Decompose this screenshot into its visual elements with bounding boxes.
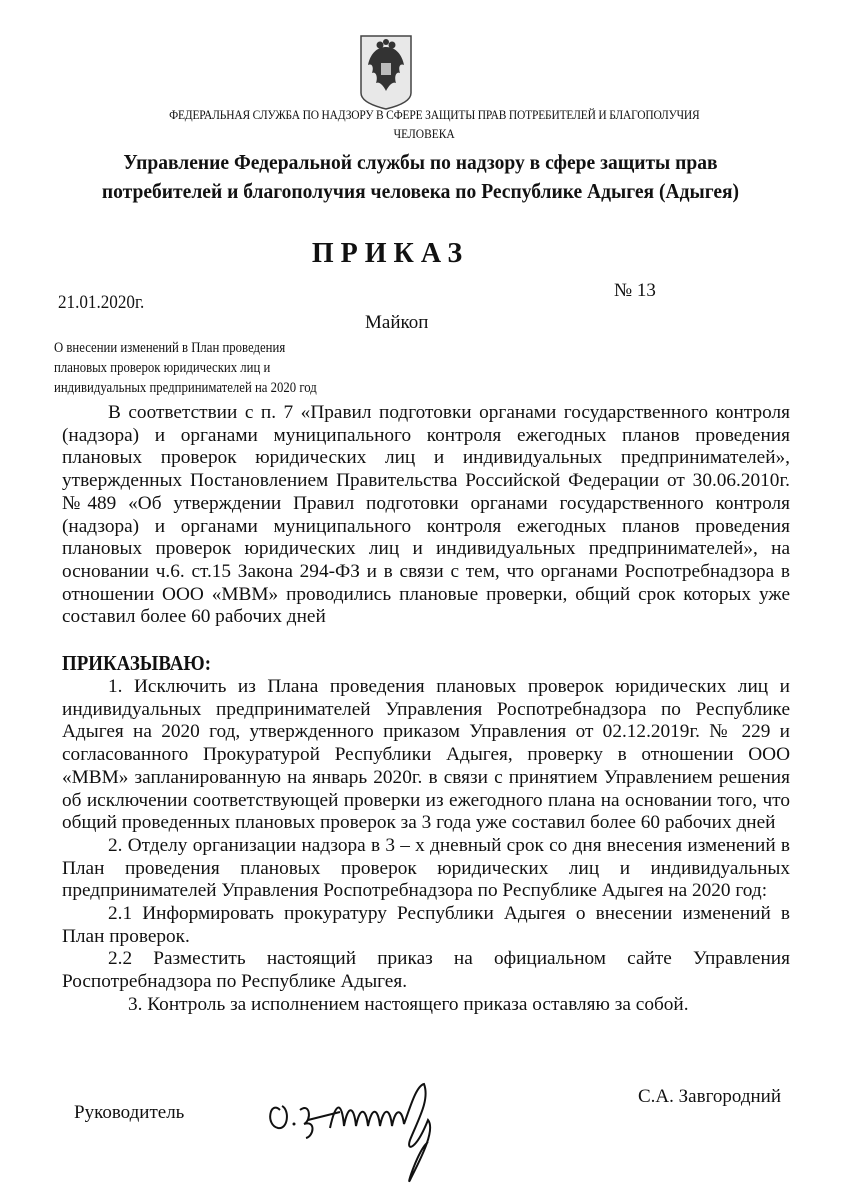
order-item-2-1: 2.1 Информировать прокуратуру Республики Адыгея о внесении изменений в План проверок.: [62, 903, 790, 947]
order-heading: ПРИКАЗЫВАЮ:: [62, 651, 212, 675]
handwritten-signature-icon: [260, 1080, 520, 1190]
preamble-text: В соответствии с п. 7 «Правил подготовки органами государственного контроля (надзора) и органами муниципального контроля ежегодных планов проведения плановых проверок юридических лиц и индивидуальных предпринимателей», утвержденных Постановлением Правительства Российской Федерации от 30.06.2010г.№489 «Об утверждении Правил подготовки органами государственного контроля (надзора) и органами муниципального контроля ежегодных планов проведения плановых проверок юридических лиц и индивидуальных предпринимателей», на основании ч.6. ст.15 Закона 294-ФЗ и в связи с тем, что органами Роспотребнадзора в отношении ООО «МВМ» проводились плановые проверки, общий срок которых уже составил более 60 рабочих дней: [62, 402, 790, 628]
order-number: № 13: [614, 280, 656, 301]
signatory-name: С.А. Завгородний: [638, 1086, 782, 1107]
signatory-role: Руководитель: [74, 1102, 185, 1123]
order-item-1: 1. Исключить из Плана проведения плановых проверок юридических лиц и индивидуальных предпринимателей Управления Роспотребнадзора по Республике Адыгея на 2020 год, утвержденного приказом Управления от 02.12.2019г. № 229 и согласованного Прокуратурой Республики Адыгея, проверку в отношении ООО «МВМ» запланированную на январь 2020г. в связи с принятием Управлением решения об исключении соответствующей проверки из ежегодного плана на основании того, что общий проведенных плановых проверок за 3 года уже составил более 60 рабочих дней: [62, 676, 790, 834]
order-item-2: 2. Отделу организации надзора в 3 – х дневный срок со дня внесения изменений в План проведения плановых проверок юридических лиц и индивидуальных предпринимателей Управления Роспотребнадзора по Республике Адыгея на 2020 год:: [62, 834, 790, 902]
russian-coat-of-arms-icon: [358, 33, 414, 111]
subject-line: О внесении изменений в План проведения: [54, 340, 286, 356]
agency-name: ФЕДЕРАЛЬНАЯ СЛУЖБА ПО НАДЗОРУ В СФЕРЕ ЗАЩИТЫ ПРАВ ПОТРЕБИТЕЛЕЙ И БЛАГОПОЛУЧИЯ: [169, 108, 700, 122]
order-items: [62, 676, 790, 1017]
order-subject: [54, 338, 317, 398]
subject-line: индивидуальных предпринимателей на 2020 год: [54, 380, 317, 396]
order-item-3: 3. Контроль за исполнением настоящего приказа оставляю за собой.: [128, 993, 689, 1015]
preamble: [62, 402, 790, 629]
order-item-2-2: 2.2 Разместить настоящий приказ на официальном сайте Управления Роспотребнадзора по Республике Адыгея.: [62, 948, 790, 993]
subject-line: плановых проверок юридических лиц и: [54, 360, 271, 376]
agency-name-continued: ЧЕЛОВЕКА: [393, 127, 455, 141]
order-city: Майкоп: [365, 312, 429, 333]
order-date: 21.01.2020г.: [58, 292, 145, 313]
department-name: Управление Федеральной службы по надзору в сфере защиты прав потребителей и благополучия человека по Республике Адыгея (Адыгея): [101, 150, 740, 203]
document-title: ПРИКАЗ: [311, 238, 470, 269]
